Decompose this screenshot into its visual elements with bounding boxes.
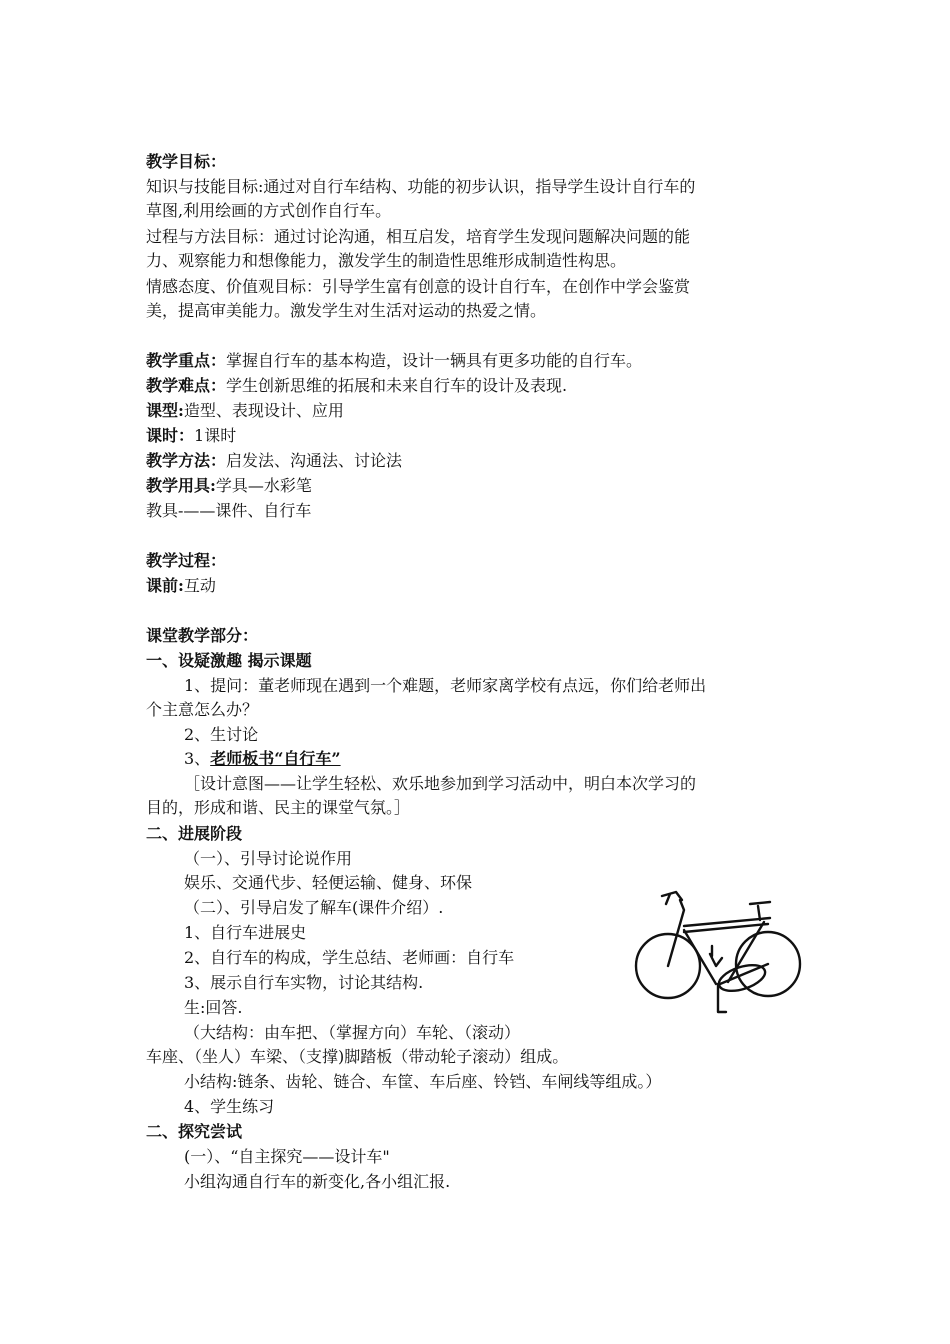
teaching-tools-line xyxy=(146,475,312,497)
pre-class-line xyxy=(146,575,216,597)
teaching-process-heading: 教学过程： xyxy=(146,551,227,570)
difficulty-label: 教学难点： xyxy=(146,376,227,395)
section-1-item-3 xyxy=(184,748,341,770)
section-1-item-3-number: 3、 xyxy=(184,749,211,768)
emotion-objective-line-1 xyxy=(146,276,690,298)
section-1-item-2: 2、生讨论 xyxy=(184,725,259,744)
lesson-type-line xyxy=(146,400,344,422)
student-answer: 生:回答. xyxy=(184,998,243,1017)
section-2-item-3: 3、展示自行车实物，讨论其结构. xyxy=(184,973,424,992)
process-objective-line-1 xyxy=(146,226,690,248)
teaching-method-text: 启发法、沟通法、讨论法 xyxy=(226,451,403,470)
section-1-item-1-line-1: 1、提问：董老师现在遇到一个难题，老师家离学校有点远，你们给老师出 xyxy=(184,676,707,695)
teaching-tools-text: 学具—水彩笔 xyxy=(215,476,312,495)
emotion-objective-label: 情感态度、价值观目标 xyxy=(146,277,307,296)
section-3-heading: 二、探究尝试 xyxy=(146,1122,243,1141)
classroom-heading: 课堂教学部分： xyxy=(146,626,259,645)
section-2-item-1: 1、自行车进展史 xyxy=(184,923,307,942)
knowledge-objective-line-1 xyxy=(146,176,695,198)
knowledge-objective-line-2: 草图,利用绘画的方式创作自行车。 xyxy=(146,201,392,220)
process-objective-text: ：通过讨论沟通，相互启发，培育学生发现问题解决问题的能 xyxy=(258,227,691,246)
small-structure-line: 小结构:链条、齿轮、链合、车筐、车后座、铃铛、车闸线等组成。） xyxy=(184,1072,662,1091)
objectives-heading: 教学目标： xyxy=(146,152,227,171)
difficulty-line xyxy=(146,375,567,397)
difficulty-text: 学生创新思维的拓展和未来自行车的设计及表现. xyxy=(226,376,568,395)
pre-class-text: 互动 xyxy=(183,576,216,595)
teaching-tools-label: 教学用具: xyxy=(146,476,216,495)
knowledge-objective-label: 知识与技能目标 xyxy=(146,177,259,196)
big-structure-line-1: （大结构：由车把、（掌握方向）车轮、（滚动） xyxy=(184,1023,521,1042)
lesson-type-text: 造型、表现设计、应用 xyxy=(183,401,344,420)
big-structure-line-2: 车座、（坐人）车梁、（支撑)脚踏板（带动轮子滚动）组成。 xyxy=(146,1047,569,1066)
section-3-sub-1-text: 小组沟通自行车的新变化,各小组汇报. xyxy=(184,1172,451,1191)
knowledge-objective-text: :通过对自行车结构、功能的初步认识，指导学生设计自行车的 xyxy=(258,177,696,196)
teaching-method-line xyxy=(146,450,402,472)
lesson-hours-text: 1课时 xyxy=(194,426,237,445)
section-3-sub-1: (一）、“自主探究——设计车" xyxy=(184,1147,390,1166)
lesson-hours-line xyxy=(146,425,236,447)
section-2-sub-1-text: 娱乐、交通代步、轻便运输、健身、环保 xyxy=(184,873,473,892)
section-1-item-1-line-2: 个主意怎么办？ xyxy=(146,700,259,719)
section-1-item-3-text: 老师板书“自行车” xyxy=(210,749,341,768)
bicycle-illustration xyxy=(632,888,804,1024)
pre-class-label: 课前: xyxy=(146,576,184,595)
key-point-line xyxy=(146,350,642,372)
design-intent-line-1: ［设计意图——让学生轻松、欢乐地参加到学习活动中，明白本次学习的 xyxy=(184,774,697,793)
section-2-item-2: 2、自行车的构成，学生总结、老师画：自行车 xyxy=(184,948,515,967)
teacher-tools-line: 教具-——课件、自行车 xyxy=(146,501,312,520)
process-objective-line-2: 力、观察能力和想像能力，激发学生的制造性思维形成制造性构思。 xyxy=(146,251,627,270)
emotion-objective-line-2: 美，提高审美能力。激发学生对生活对运动的热爱之情。 xyxy=(146,301,547,320)
section-2-heading: 二、进展阶段 xyxy=(146,824,243,843)
process-objective-label: 过程与方法目标 xyxy=(146,227,259,246)
section-2-sub-2: （二）、引导启发了解车(课件介绍）. xyxy=(184,898,444,917)
lesson-type-label: 课型: xyxy=(146,401,184,420)
key-point-text: 掌握自行车的基本构造，设计一辆具有更多功能的自行车。 xyxy=(226,351,643,370)
teaching-method-label: 教学方法： xyxy=(146,451,227,470)
section-1-heading: 一、设疑激趣 揭示课题 xyxy=(146,651,312,670)
section-2-item-4: 4、学生练习 xyxy=(184,1097,275,1116)
section-2-sub-1: （一）、引导讨论说作用 xyxy=(184,849,353,868)
lesson-hours-label: 课时： xyxy=(146,426,195,445)
emotion-objective-text: ：引导学生富有创意的设计自行车，在创作中学会鉴赏 xyxy=(306,277,691,296)
key-point-label: 教学重点： xyxy=(146,351,227,370)
design-intent-line-2: 目的，形成和谐、民主的课堂气氛。］ xyxy=(146,798,411,817)
